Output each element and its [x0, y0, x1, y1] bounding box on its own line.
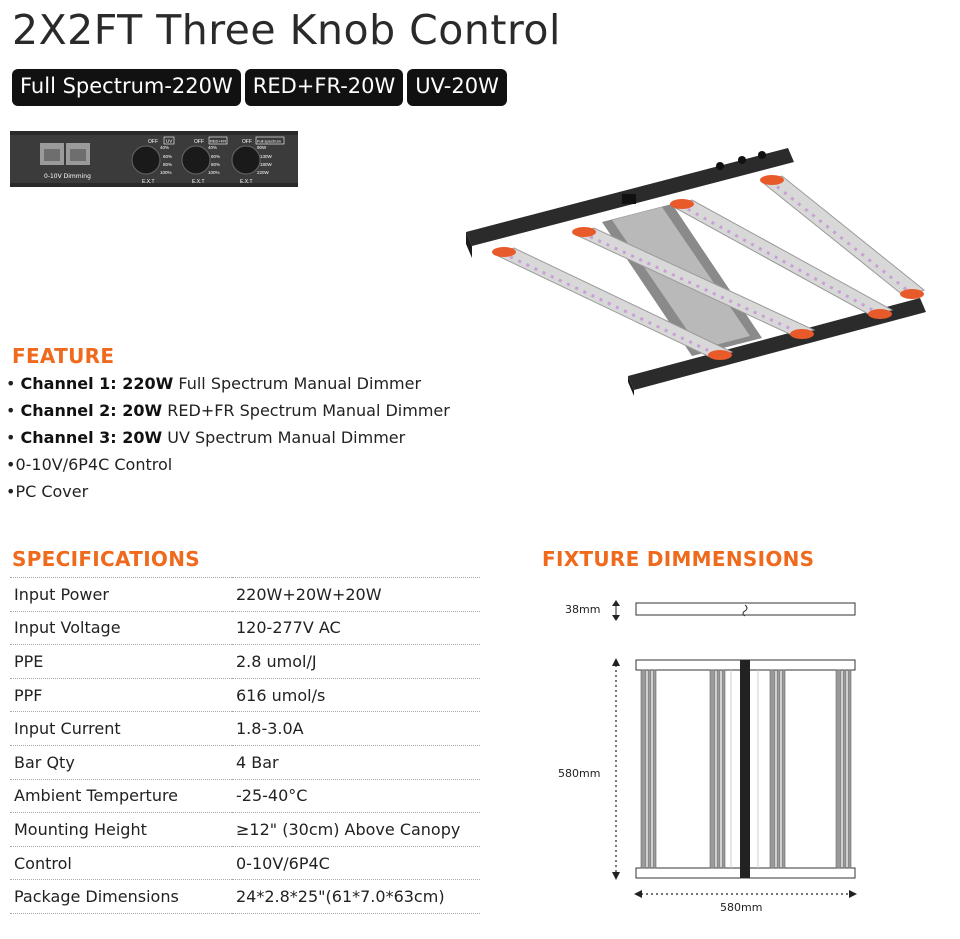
height-label: 38mm: [565, 603, 601, 616]
dimension-drawing: [540, 590, 870, 920]
feature-item: • Channel 3: 20W UV Spectrum Manual Dimmer: [6, 428, 406, 447]
table-row: Mounting Height ≥12" (30cm) Above Canopy: [10, 813, 480, 847]
svg-text:E.X.T: E.X.T: [240, 179, 253, 185]
svg-text:80%: 80%: [163, 162, 173, 167]
feature-list: [6, 372, 450, 507]
badge-uv: UV-20W: [407, 69, 507, 106]
svg-text:E.X.T: E.X.T: [142, 179, 155, 185]
feature-item: •PC Cover: [6, 482, 89, 501]
svg-text:40%: 40%: [208, 145, 218, 150]
control-panel-image: [10, 131, 298, 187]
svg-text:100%: 100%: [208, 170, 220, 175]
svg-text:OFF: OFF: [242, 139, 252, 145]
table-row: Input Current 1.8-3.0A: [10, 712, 480, 746]
svg-text:OFF: OFF: [148, 139, 158, 145]
table-row: PPE 2.8 umol/J: [10, 645, 480, 679]
feature-item: • Channel 1: 220W Full Spectrum Manual Dimmer: [6, 374, 422, 393]
feature-item: • Channel 2: 20W RED+FR Spectrum Manual Dimmer: [6, 401, 450, 420]
specifications-heading: SPECIFICATIONS: [12, 547, 200, 571]
svg-text:60%: 60%: [163, 154, 173, 159]
svg-text:40%: 40%: [160, 145, 170, 150]
svg-text:60%: 60%: [211, 154, 221, 159]
table-row: Package Dimensions 24*2.8*25"(61*7.0*63cm): [10, 880, 480, 914]
table-row: PPF 616 umol/s: [10, 678, 480, 712]
table-row: Ambient Temperture -25-40°C: [10, 779, 480, 813]
page-title: 2X2FT Three Knob Control: [12, 6, 561, 54]
spec-badges: [12, 69, 507, 106]
svg-text:OFF: OFF: [194, 139, 204, 145]
svg-text:80%: 80%: [211, 162, 221, 167]
fixture-product-image: [462, 140, 932, 400]
width-label: 580mm: [720, 901, 763, 914]
table-row: Input Power 220W+20W+20W: [10, 578, 480, 612]
dimming-label: 0-10V Dimming: [44, 173, 91, 180]
svg-text:UV: UV: [166, 138, 173, 144]
svg-text:Full spectrum: Full spectrum: [257, 138, 282, 144]
badge-red-fr: RED+FR-20W: [245, 69, 404, 106]
length-label: 580mm: [558, 767, 601, 780]
svg-text:90W: 90W: [257, 145, 267, 150]
svg-text:E.X.T: E.X.T: [192, 179, 205, 185]
feature-heading: FEATURE: [12, 344, 115, 368]
svg-text:130W: 130W: [260, 154, 272, 159]
table-row: Input Voltage 120-277V AC: [10, 611, 480, 645]
dimensions-heading: FIXTURE DIMMENSIONS: [542, 547, 815, 571]
svg-text:100%: 100%: [160, 170, 172, 175]
svg-text:180W: 180W: [260, 162, 272, 167]
table-row: Bar Qty 4 Bar: [10, 745, 480, 779]
svg-text:220W: 220W: [257, 170, 269, 175]
badge-full-spectrum: Full Spectrum-220W: [12, 69, 241, 106]
svg-text:RED+FR: RED+FR: [210, 138, 227, 144]
feature-item: •0-10V/6P4C Control: [6, 455, 173, 474]
table-row: Control 0-10V/6P4C: [10, 846, 480, 880]
specifications-table: [10, 577, 480, 914]
led-bar: [760, 175, 924, 299]
